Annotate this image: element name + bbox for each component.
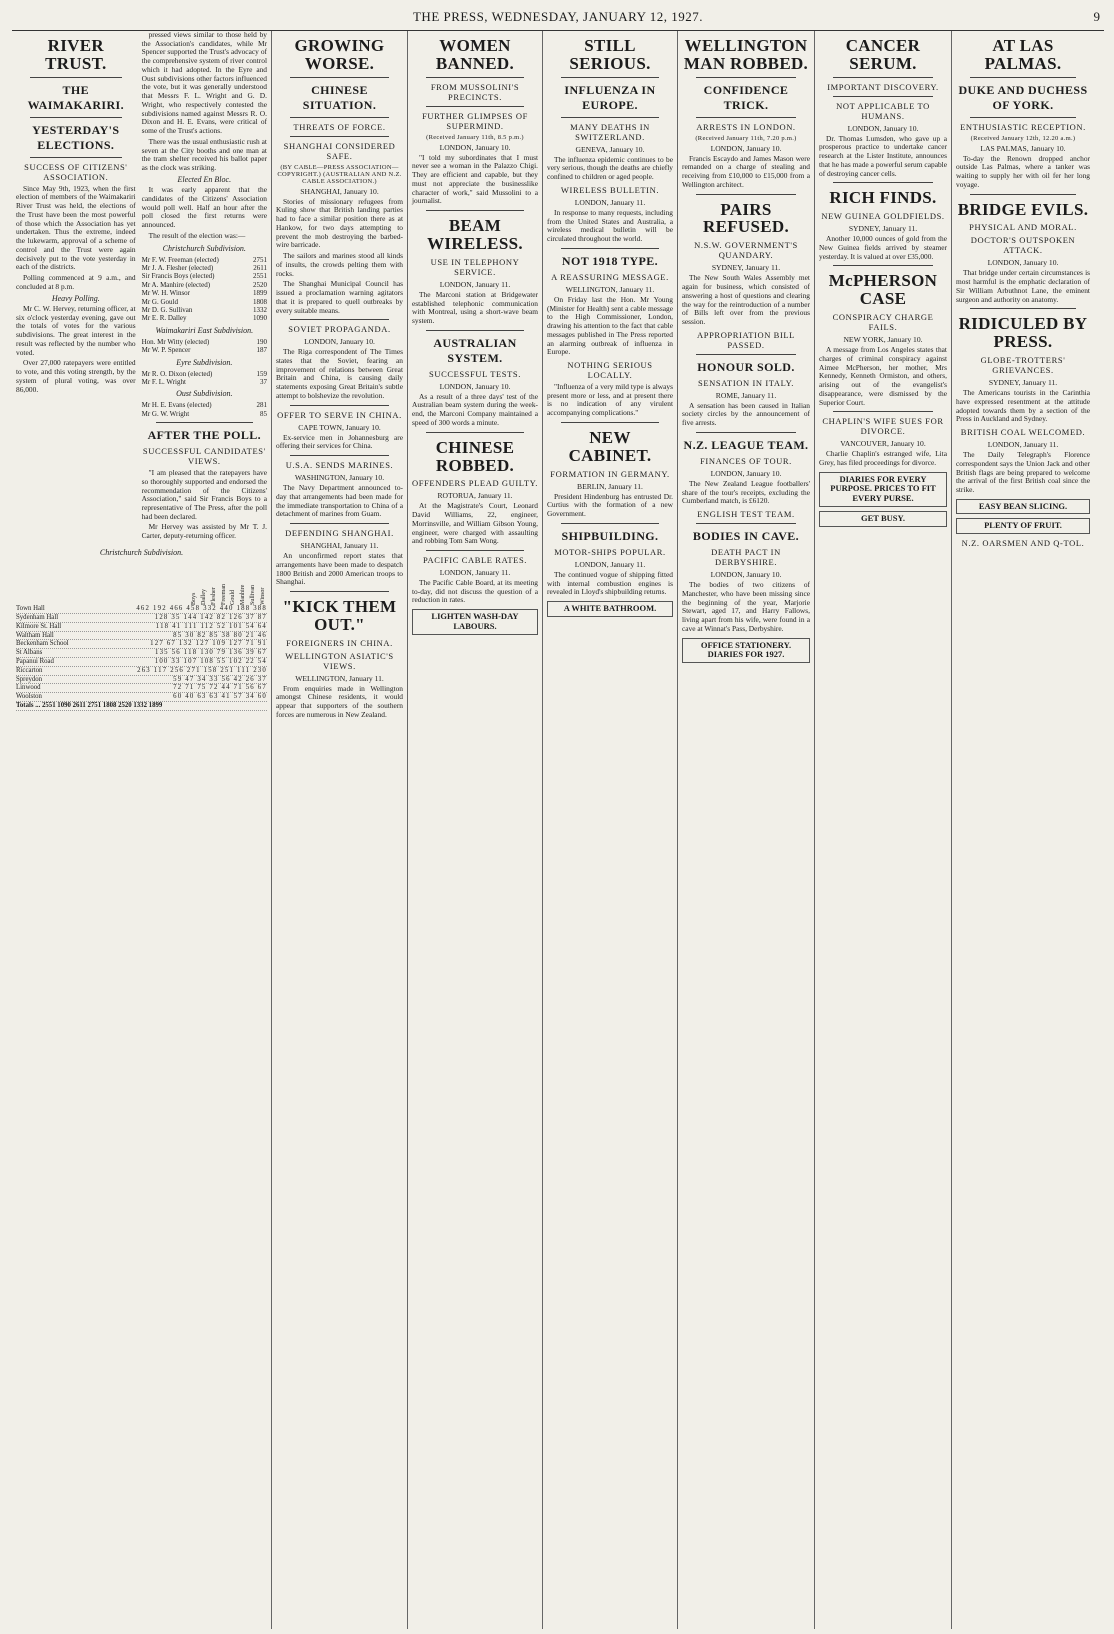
subhead-doctor-attack: DOCTOR'S OUTSPOKEN ATTACK. (970, 235, 1076, 256)
subhead-not-humans: NOT APPLICABLE TO HUMANS. (836, 100, 930, 121)
subhead-telephony: USE IN TELEPHONY SERVICE. (430, 256, 520, 277)
advert-stationery: OFFICE STATIONERY. DIARIES FOR 1927. (682, 638, 810, 664)
article-mcpherson (819, 346, 947, 407)
headline-kick-them-out: "KICK THEM OUT." (282, 596, 397, 634)
paragraph: Polling commenced at 9 a.m., and concluded at 8 p.m. (16, 273, 136, 291)
paragraph: pressed views similar to those held by the Association's candidates, while Mr Spencer supported the Trust's advocacy of the comprehensive system of river control which it had adopted. In the Eyre and Oust subdivisions other factors influenced the vote, but it was generally understood that Messrs F. L. Wright and G. D. Wright, who respectively contested the subdivisions named against Messrs R. O. Dixon and H. E. Evans, were critical of some of the Trust's actions. (141, 31, 267, 136)
article-chaplin (819, 450, 947, 467)
paragraph: Over 27,000 ratepayers were entitled to vote, and this voting strength, by the system of plural voting, was over 86,000. (16, 358, 136, 394)
advert-plenty-fruit: PLENTY OF FRUIT. (956, 518, 1090, 534)
dateline: WELLINGTON, January 11. (295, 673, 384, 683)
column-las-palmas (952, 31, 1094, 1629)
article-offer (276, 434, 403, 451)
paragraph: Mr C. W. Hervey, returning officer, at six o'clock yesterday evening, gave out the totals of votes for the various subdivisions. The great interest in the result was reflected by the number who voted. (16, 303, 136, 357)
headline-wellington-robbed: WELLINGTON MAN ROBBED. (683, 36, 809, 73)
article-pairs (682, 274, 810, 326)
paragraph: The New South Wales Assembly met again for business, which consisted of answering a host of questions and clearing the way for the reintroduction of a number of Bills left over from the previous session. (682, 273, 810, 326)
article-not-1918 (547, 296, 673, 357)
subhead-supermind: FURTHER GLIMPSES OF SUPERMIND. (422, 110, 528, 131)
article-chinese-robbed (412, 502, 538, 546)
subhead-switzerland: MANY DEATHS IN SWITZERLAND. (570, 121, 650, 142)
headline-honour-sold: HONOUR SOLD. (697, 359, 795, 374)
column-china (272, 31, 408, 1629)
table-row: Kilmore St. Hall 118 41 111 112 52 101 54 64 (16, 622, 267, 630)
masthead-title: THE PRESS, WEDNESDAY, JANUARY 12, 1927. (412, 9, 703, 24)
received-time: (Received January 12th, 12.20 a.m.) (970, 134, 1076, 142)
subhead-chaplin: CHAPLIN'S WIFE SUES FOR DIVORCE. (822, 416, 944, 437)
table-col-header: Sullivan (250, 585, 257, 606)
subhead-duke-duchess: DUKE AND DUCHESS OF YORK. (958, 82, 1088, 112)
dateline: BERLIN, January 11. (577, 481, 643, 491)
polling-table (16, 548, 267, 711)
article-soviet (276, 348, 403, 400)
headline-ridiculed: RIDICULED BY PRESS. (958, 314, 1088, 352)
advert-wash-day: LIGHTEN WASH-DAY LABOURS. (412, 609, 538, 635)
article-gold (819, 235, 947, 261)
advert-get-busy: GET BUSY. (819, 511, 947, 527)
headline-beam-wireless: BEAM WIRELESS. (427, 216, 523, 253)
paragraph: From enquiries made in Wellington amongst Chinese residents, it would appear that supporters of the southern forces are numerous in New Zealand. (276, 683, 403, 719)
subhead-italy: SENSATION IN ITALY. (698, 377, 794, 388)
dateline: SYDNEY, January 11. (988, 378, 1058, 388)
dateline: LONDON, January 11. (574, 559, 646, 569)
dateline: LONDON, January 11. (439, 568, 511, 578)
article-bridge (956, 269, 1090, 304)
subhead-nsw-quandary: N.S.W. GOVERNMENT'S QUANDARY. (694, 240, 798, 261)
paragraph: At the Magistrate's Court, Leonard David Williams, 22, engineer, Morrinsville, and William Gibson Young, engineer, were charged with assaulting and robbing Tom Sam Wong. (412, 501, 538, 546)
headline-bridge-evils: BRIDGE EVILS. (957, 199, 1089, 219)
paragraph: The sailors and marines stood all kinds of insults, the crowds pelting them with rocks. (276, 251, 403, 278)
subhead-foreigners: FOREIGNERS IN CHINA. (286, 637, 393, 648)
headline-las-palmas: AT LAS PALMAS. (984, 36, 1062, 73)
paragraph: The influenza epidemic continues to be very serious, though the deaths are chiefly confined to children or aged people. (547, 154, 673, 182)
article-after-poll (142, 469, 267, 541)
table-row: Sydenham Hall 128 35 144 142 82 126 37 87 (16, 613, 267, 621)
paragraph: An unconfirmed report states that arrangements have been made to despatch 1800 British and 2000 American troops to Shanghai. (276, 551, 403, 587)
paragraph: The New Zealand League footballers' share of the tour's receipts, excluding the Cumberland match, is £6120. (682, 478, 810, 506)
article-bulletin (547, 209, 673, 244)
dateline: LONDON, January 10. (987, 258, 1059, 268)
column-still-serious (543, 31, 678, 1629)
subhead-chinese-situation: CHINESE SITUATION. (302, 82, 377, 112)
subhead-discovery: IMPORTANT DISCOVERY. (827, 81, 939, 92)
paragraph: "Influenza of a very mild type is always present more or less, and at present there is no indication of any virulent accompanying complications." (547, 381, 673, 418)
table-col-header: Freeman (220, 584, 227, 606)
paragraph: The result of the election was:— (148, 230, 246, 240)
article-ridiculed (956, 389, 1090, 424)
article-marines (276, 484, 403, 519)
subhead-finances: FINANCES OF TOUR. (700, 455, 792, 466)
table-col-header: Manhire (240, 584, 247, 606)
headline-offer-to-serve: OFFER TO SERVE IN CHINA. (277, 409, 402, 420)
subhead-motor-ships: MOTOR-SHIPS POPULAR. (554, 546, 666, 557)
headline-river-trust: RIVER TRUST. (45, 36, 107, 73)
subhead-oust: Oust Subdivision. (176, 389, 233, 399)
dateline: LONDON, January 10. (439, 381, 511, 391)
dateline: WELLINGTON, January 11. (565, 284, 655, 294)
dateline: LONDON, January 10. (847, 123, 919, 133)
received-time: (Received January 11th, 7.20 p.m.) (695, 134, 797, 142)
article-league (682, 480, 810, 506)
headline-pacific-cable: PACIFIC CABLE RATES. (422, 555, 528, 566)
headline-oarsmen: N.Z. OARSMEN AND Q-TOL. (961, 538, 1085, 549)
dateline: LONDON, January 11. (574, 197, 646, 207)
paragraph: Ex-service men in Johannesburg are offering their services for China. (276, 432, 403, 451)
table-row: Riccarton 263 117 256 271 158 251 111 230 (16, 666, 267, 674)
table-row: Woolston 60 40 63 63 41 57 34 60 (16, 693, 267, 701)
paragraph: "I am pleased that the ratepayers have so thoroughly supported and endorsed the recommendation of the Citizens' Association," said Sir Francis Boys to a representative of The Press, after the poll had been declared. (141, 468, 267, 521)
headline-defending-shanghai: DEFENDING SHANGHAI. (285, 528, 394, 539)
subhead-wireless-bulletin: WIRELESS BULLETIN. (560, 184, 660, 195)
subhead-candidates-views: SUCCESSFUL CANDIDATES' VIEWS. (142, 446, 266, 467)
article-beam (412, 291, 538, 326)
subhead-heavy-polling: Heavy Polling. (51, 293, 100, 303)
paragraph: The Shanghai Municipal Council has issued a proclamation warning agitators that it is prepared to quell outbreaks by every suitable means. (276, 279, 403, 315)
paragraph: The Pacific Cable Board, at its meeting to-day, did not discuss the question of a reduction in rates. (412, 578, 538, 605)
article-defending (276, 552, 403, 587)
subhead-eyre: Eyre Subdivision. (176, 357, 233, 367)
results-christchurch: Mr F. W. Freeman (elected) 2751 Mr J. A. Flesher (elected) 2611 Sir Francis Boys (elected) 2551 Mr A. Manhire (elected) 2520 Mr W. H. Winsor 1899 Mr G. Gould 1808 Mr D. G. Sullivan 1332 Mr E. R. Dalley 1090 (141, 255, 267, 323)
headline-after-poll: AFTER THE POLL. (147, 428, 262, 443)
paragraph: To-day the Renown dropped anchor outside Las Palmas, where a tanker was waiting to supply her with oil fer her long voyage. (956, 153, 1090, 189)
table-row: Spreydon 59 47 34 33 56 42 26 37 (16, 675, 267, 683)
headline-australian-system: AUSTRALIAN SYSTEM. (433, 335, 517, 365)
subhead-plead-guilty: OFFENDERS PLEAD GUILTY. (412, 478, 538, 489)
paragraph: The Navy Department announced to-day that arrangements had been made for the immediate transportation to China of a detachment of marines from Guam. (276, 483, 403, 519)
article-cave (682, 581, 810, 633)
table-col-header: Boys (190, 592, 197, 606)
dateline: VANCOUVER, January 10. (840, 439, 926, 449)
article-growing-worse (276, 198, 403, 316)
results-eyre: Mr R. O. Dixon (elected) 159 Mr F. L. Wright 37 (141, 369, 267, 386)
subhead-citizens-success: SUCCESS OF CITIZENS' ASSOCIATION. (24, 161, 128, 182)
subhead-elections: YESTERDAY'S ELECTIONS. (32, 122, 120, 152)
subhead-nothing-serious: NOTHING SERIOUS LOCALLY. (567, 359, 653, 380)
table-col-header: Flesher (210, 587, 217, 606)
subhead-confidence-trick: CONFIDENCE TRICK. (703, 82, 789, 112)
headline-chinese-robbed: CHINESE ROBBED. (435, 437, 515, 475)
subhead-english-test: ENGLISH TEST TEAM. (697, 509, 795, 520)
headline-cancer-serum: CANCER SERUM. (845, 36, 921, 73)
paragraph: As a result of a three days' test of the Australian beam system during the week-end, the Marconi Company maintained a speed of 300 words a minute. (412, 391, 538, 427)
subhead-asiatic-views: WELLINGTON ASIATIC'S VIEWS. (285, 650, 394, 671)
columns (12, 31, 1104, 1629)
column-river-trust (12, 31, 272, 1629)
dateline: SYDNEY, January 11. (711, 263, 781, 273)
paragraph: Francis Escaydo and James Mason were remanded on a charge of stealing and receiving from £10,000 to £15,000 from a Wellington architect. (682, 153, 810, 189)
subhead-shanghai-safe: SHANGHAI CONSIDERED SAFE. (283, 140, 396, 161)
dateline: LONDON, January 10. (710, 143, 782, 153)
article-kick-them-out (276, 685, 403, 720)
article-honour (682, 402, 810, 428)
dateline: WASHINGTON, January 10. (294, 473, 385, 483)
headline-usa-marines: U.S.A. SENDS MARINES. (285, 460, 394, 471)
advert-bean-slicing: EASY BEAN SLICING. (956, 499, 1090, 515)
paragraph: That bridge under certain circumstances is most harmful is the emphatic declaration of Sir William Arbuthnot Lane, the eminent surgeon and authority on anatomy. (956, 268, 1090, 304)
table-row: St Albans 135 56 118 130 79 136 39 67 (16, 649, 267, 657)
table-col-header: Gould (230, 590, 237, 606)
dateline: LONDON, January 10. (710, 468, 782, 478)
dateline: NEW YORK, January 10. (843, 335, 923, 345)
masthead (12, 4, 1104, 31)
paragraph: "I told my subordinates that I must never see a woman in the Palazzo Chigi. They are efficient and capable, but they must not appreciate the businesslike character of work," said Mussolini to a journalist. (412, 152, 538, 206)
page-number: 9 (1093, 9, 1100, 24)
dateline: LAS PALMAS, January 10. (980, 143, 1066, 153)
subhead-british-coal: BRITISH COAL WELCOMED. (960, 427, 1086, 438)
article-cabinet (547, 493, 673, 519)
headline-shipbuilding: SHIPBUILDING. (561, 528, 659, 543)
dateline: ROME, January 11. (715, 390, 777, 400)
subhead-mussolini: FROM MUSSOLINI'S PRECINCTS. (430, 81, 520, 102)
table-col-header: Winsor (260, 587, 267, 606)
dateline: ROTORUA, January 11. (437, 491, 513, 501)
paragraph: Charlie Chaplin's estranged wife, Lita Grey, has filed proceedings for divorce. (819, 449, 947, 467)
paragraph: A sensation has been caused in Italian society circles by the announcement of five arrests. (682, 400, 810, 428)
headline-new-cabinet: NEW CABINET. (568, 427, 652, 465)
subhead-goldfields: NEW GUINEA GOLDFIELDS. (821, 211, 945, 222)
subhead-influenza: INFLUENZA IN EUROPE. (564, 82, 656, 112)
subhead-germany: FORMATION IN GERMANY. (550, 468, 670, 479)
results-waimakariri-east: Hon. Mr Witty (elected) 190 Mr W. P. Spencer 187 (141, 337, 267, 355)
subhead-successful-tests: SUCCESSFUL TESTS. (429, 368, 521, 379)
paragraph: President Hindenburg has entrusted Dr. Curtius with the formation of a new Government. (547, 491, 673, 519)
advert-diaries: DIARIES FOR EVERY PURPOSE. PRICES TO FIT EVERY PURSE. (819, 472, 947, 507)
paragraph: In response to many requests, including from the United States and Australia, a wireless medical bulletin will be circulated throughout the world. (547, 207, 673, 244)
dateline: LONDON, January 10. (710, 570, 782, 580)
paragraph: Another 10,000 ounces of gold from the New Guinea fields arrived by steamer yesterday. It is valued at over £35,000. (819, 234, 947, 261)
table-row: Linwood 72 71 75 72 44 71 56 67 (16, 684, 267, 692)
paragraph: Dr. Thomas Lumsden, who gave up a prosperous practice to undertake cancer research at the Lister Institute, announces that he has made a powerful serum capable of destroying cancer cells. (819, 133, 947, 178)
paragraph: Stories of missionary refugees from Kuling show that British landing parties had to face a similar position there as at Hankow, for two days attempting to prevent the mob destroying the barbed-wire barricade. (276, 196, 403, 250)
headline-soviet-propaganda: SOVIET PROPAGANDA. (288, 324, 391, 335)
subhead-reassuring: A REASSURING MESSAGE. (551, 271, 669, 282)
article-influenza (547, 156, 673, 182)
paragraph: Mr Hervey was assisted by Mr T. J. Carter, deputy-returning officer. (141, 522, 267, 541)
table-row: Papanui Road 100 33 107 108 55 102 22 54 (16, 658, 267, 665)
cable-credit: (BY CABLE—PRESS ASSOCIATION—COPYRIGHT.) (AUSTRALIAN AND N.Z. CABLE ASSOCIATION.) (277, 163, 402, 185)
headline-women-banned: WOMEN BANNED. (435, 36, 515, 73)
headline-pairs-refused: PAIRS REFUSED. (703, 199, 789, 237)
article-las-palmas (956, 155, 1090, 190)
subhead-reception: ENTHUSIASTIC RECEPTION. (960, 121, 1086, 132)
dateline: SYDNEY, January 11. (848, 224, 918, 234)
paragraph: It was early apparent that the candidates of the Citizens' Association would poll well. Half an hour after the poll closed the first returns were announced. (141, 185, 267, 230)
dateline: LONDON, January 11. (439, 279, 511, 289)
subhead-waimakariri-east: Waimakariri East Subdivision. (155, 325, 254, 335)
subhead-physical-moral: PHYSICAL AND MORAL. (969, 222, 1077, 233)
dateline: SHANGHAI, January 11. (300, 541, 379, 551)
article-robbed (682, 155, 810, 190)
headline-league-team: N.Z. LEAGUE TEAM. (683, 437, 809, 452)
subhead-conspiracy: CONSPIRACY CHARGE FAILS. (832, 312, 934, 333)
received-time: (Received January 11th, 8.5 p.m.) (426, 133, 524, 141)
paragraph: The continued vogue of shipping fitted with internal combustion engines is revealed in Lloyd's shipbuilding returns. (547, 569, 673, 597)
subhead-threats: THREATS OF FORCE. (293, 121, 386, 132)
article-women-banned (412, 154, 538, 206)
subhead-appropriation: APPROPRIATION BILL PASSED. (697, 329, 795, 350)
paragraph: A message from Los Angeles states that charges of criminal conspiracy against Aimee McPherson, her mother, Mrs Kennedy, Kenneth Ormiston, and others, arising out of the evangelist's disappearance, were dismissed by the Superior Court. (819, 345, 947, 407)
article-serum (819, 135, 947, 179)
paragraph: Since May 9th, 1923, when the first election of members of the Waimakariri River Trust was held, the elections of the Trust have been the most powerful of those which the Association has yet undertaken. Thus the extreme, indeed the lukewarm, approval of a scheme of control and the Trust were again decisively put to the vote yesterday in each of the districts. (16, 183, 136, 272)
paragraph: The Daily Telegraph's Florence correspondent says the Union Jack and other British flags are being prepared to welcome the arrival of the first British coal since the strike. (956, 450, 1090, 494)
headline-growing-worse: GROWING WORSE. (294, 36, 385, 73)
headline-mcpherson: McPHERSON CASE (828, 271, 938, 309)
headline-bodies-cave: BODIES IN CAVE. (692, 529, 800, 544)
table-column-headers (16, 559, 267, 605)
subhead-christchurch: Christchurch Subdivision. (162, 243, 246, 253)
advert-bathroom: A WHITE BATHROOM. (547, 601, 673, 617)
subhead-waimakariri: THE WAIMAKARIRI. (27, 82, 125, 112)
table-row: Waltham Hall 85 30 82 85 38 80 21 46 (16, 631, 267, 639)
article-local (547, 383, 673, 418)
dateline: LONDON, January 10. (439, 142, 511, 152)
table-totals: Totals ... 2551 1090 2611 2751 1808 2520 1332 1899 (16, 702, 267, 711)
dateline: SHANGHAI, January 10. (300, 186, 379, 196)
dateline: CAPE TOWN, January 10. (298, 422, 381, 432)
subhead-globe-trotters: GLOBE-TROTTERS' GRIEVANCES. (980, 355, 1066, 376)
article-river-trust (16, 185, 136, 395)
article-australian-system (412, 393, 538, 428)
column-wellington-robbed (678, 31, 815, 1629)
article-shipbuilding (547, 571, 673, 597)
column-women-banned (408, 31, 543, 1629)
paragraph: On Friday last the Hon. Mr Young (Minister for Health) sent a cable message to the High Commissioner, London, drawing his attention to the fact that cable messages published in The Press reported an alarming outbreak of influenza in Europe. (547, 294, 673, 357)
table-title: Christchurch Subdivision. (99, 547, 184, 557)
paragraph: The Riga correspondent of The Times states that the Soviet, fearing an improvement of relations between Great Britain and China, is causing daily statements exposing Great Britain's subtle attempt to bolshevize the revolution. (276, 347, 403, 400)
table-row: Beckenham School 127 67 132 127 109 127 71 91 (16, 640, 267, 648)
paragraph: There was the usual enthusiastic rush at seven at the City booths and one man at the tram shelter received his ballot paper as the clock was striking. (141, 136, 267, 173)
subhead-arrests: ARRESTS IN LONDON. (696, 121, 796, 132)
column-cancer-serum (815, 31, 952, 1629)
paragraph: The bodies of two citizens of Manchester, who have been missing since the beginning of the year, Marjorie Stewart, aged 17, and Harry Fallows, living apart from his wife, were found in a cave at Winnat's Pass, Derbyshire. (682, 580, 810, 633)
subhead-elected-en-bloc: Elected En Bloc. (177, 174, 232, 184)
article-coal (956, 451, 1090, 495)
headline-not-1918: NOT 1918 TYPE. (561, 253, 659, 268)
dateline: LONDON, January 11. (987, 440, 1059, 450)
table-row: Town Hall 462 192 466 458 332 440 188 388 (16, 605, 267, 613)
dateline: LONDON, January 10. (304, 337, 375, 347)
results-oust: Mr H. E. Evans (elected) 281 Mr G. W. Wright 85 (141, 401, 267, 418)
subhead-death-pact: DEATH PACT IN DERBYSHIRE. (711, 547, 781, 568)
article-pacific-cable (412, 579, 538, 605)
headline-still-serious: STILL SERIOUS. (569, 36, 651, 73)
table-col-header: Dalley (200, 589, 207, 606)
article-river-trust-cont (142, 31, 267, 241)
headline-rich-finds: RICH FINDS. (829, 188, 937, 208)
dateline: GENEVA, January 10. (575, 144, 645, 154)
paragraph: The Marconi station at Bridgewater established telephonic communication with Montreal, using a short-wave beam system. (412, 289, 538, 325)
paragraph: The Americans tourists in the Carinthia have expressed resentment at the attitude adopted towards them by a section of the Press in Auckland and Sydney. (956, 388, 1090, 424)
